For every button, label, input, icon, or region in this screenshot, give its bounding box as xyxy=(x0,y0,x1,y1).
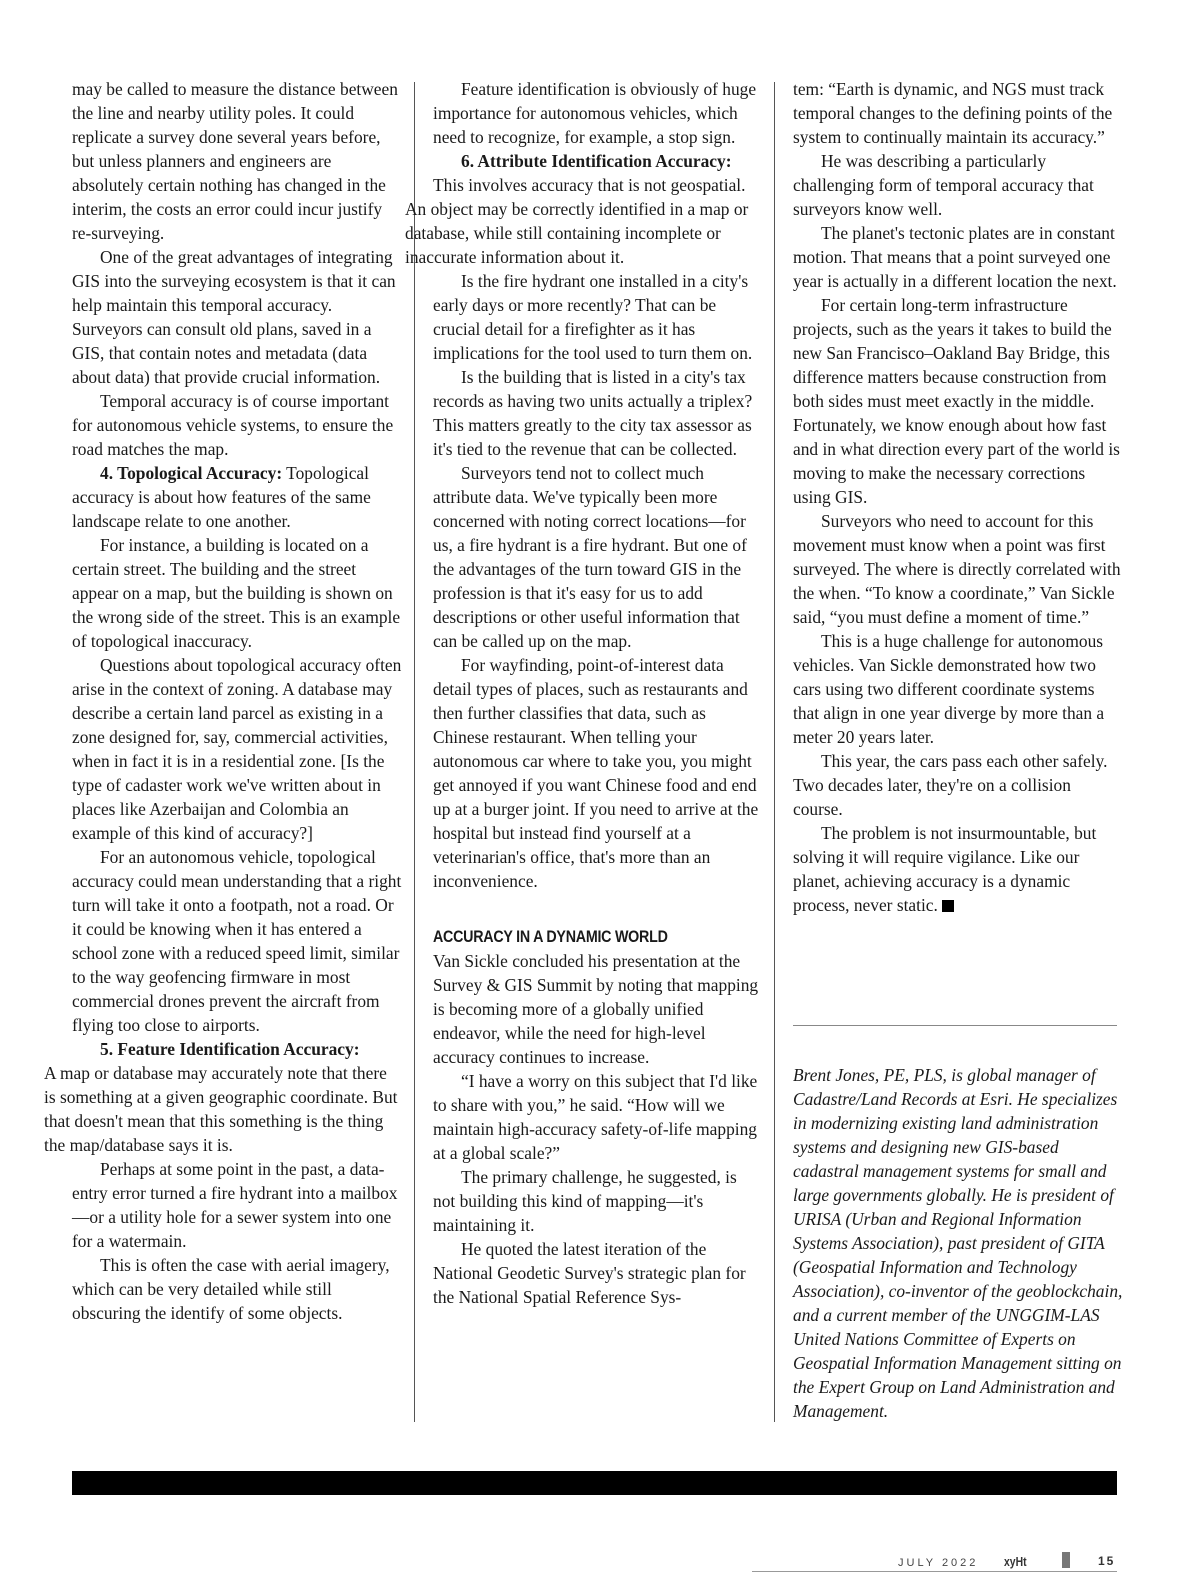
paragraph: This is a huge challenge for autonomous vehicles. Van Sickle demonstrated how two cars using two different coordinate systems that align in one year diverge by more than a meter 20 years later. xyxy=(793,631,1105,747)
issue-date: JULY 2022 xyxy=(898,1557,979,1569)
paragraph: The primary challenge, he suggested, is not building this kind of mapping—it's maintaining it. xyxy=(433,1167,737,1235)
paragraph: Van Sickle concluded his presentation at the Survey & GIS Summit by noting that mapping is becoming more of a globally unified endeavor, while the need for high-level accuracy continues to increase. xyxy=(433,951,759,1067)
paragraph: tem: “Earth is dynamic, and NGS must track temporal changes to the defining points of the system to continually maintain its accuracy.” xyxy=(793,79,1113,147)
paragraph: Feature identification is obviously of huge importance for autonomous vehicles, which need to recognize, for example, a stop sign. xyxy=(433,79,757,147)
paragraph: For instance, a building is located on a certain street. The building and the street appear on a map, but the building is shown on the wrong side of the street. This is an example of topological inaccuracy. xyxy=(72,535,401,651)
paragraph xyxy=(44,1037,402,1157)
paragraph xyxy=(793,821,1123,917)
paragraph: One of the great advantages of integrating GIS into the surveying ecosystem is that it can help maintain this temporal accuracy. Surveyors can consult old plans, saved in a GIS, that contain notes and metadata (data about data) that provide crucial information. xyxy=(72,247,396,387)
column-divider xyxy=(414,82,415,1422)
paragraph: This is often the case with aerial imagery, which can be very detailed while still obscuring the identify of some objects. xyxy=(72,1255,390,1323)
paragraph-text: Topological accuracy is about how features of the same landscape relate to one another. xyxy=(72,463,371,531)
paragraph-text: The problem is not insurmountable, but solving it will require vigilance. Like our planet, achieving accuracy is a dynamic process, never static. xyxy=(793,823,1097,915)
column-divider xyxy=(774,82,775,1422)
paragraph: He was describing a particularly challenging form of temporal accuracy that surveyors know well. xyxy=(793,151,1094,219)
paragraph xyxy=(72,461,402,533)
end-mark-icon xyxy=(942,900,954,912)
paragraph: Temporal accuracy is of course important for autonomous vehicle systems, to ensure the road matches the map. xyxy=(72,391,394,459)
footer-divider xyxy=(752,1571,1117,1572)
footer-block-icon xyxy=(1062,1552,1070,1568)
paragraph-text: A map or database may accurately note that there is something at a given geographic coordinate. But that doesn't mean that this something is the thing the map/database says it is. xyxy=(44,1063,398,1155)
paragraph: This year, the cars pass each other safely. Two decades later, they're on a collision course. xyxy=(793,751,1108,819)
paragraph-text: This involves accuracy that is not geospatial. An object may be correctly identified in a map or database, while still containing incomplete or inaccurate information about it. xyxy=(405,175,749,267)
paragraph: Is the fire hydrant one installed in a city's early days or more recently? That can be crucial detail for a firefighter as it has implications for the tool used to turn them on. xyxy=(433,271,753,363)
paragraph: Questions about topological accuracy often arise in the context of zoning. A database may describe a certain land parcel as existing in a zone designed for, say, commercial activities, when in fact it is in a residential zone. [Is the type of cadaster work we've written about in places like Azerbaijan and Colombia an example of this kind of accuracy?] xyxy=(72,655,402,843)
section-heading: ACCURACY IN A DYNAMIC WORLD xyxy=(433,927,668,946)
subheading-topological: 4. Topological Accuracy: xyxy=(100,463,283,483)
paragraph: He quoted the latest iteration of the National Geodetic Survey's strategic plan for the National Spatial Reference Sys- xyxy=(433,1239,746,1307)
paragraph: may be called to measure the distance between the line and nearby utility poles. It could replicate a survey done several years before, but unless planners and engineers are absolutely certain nothing has changed in the interim, the costs an error could incur justify re-surveying. xyxy=(72,79,398,243)
paragraph: Perhaps at some point in the past, a data-entry error turned a fire hydrant into a mailbox—or a utility hole for a sewer system into one for a watermain. xyxy=(72,1159,398,1251)
paragraph: For wayfinding, point-of-interest data detail types of places, such as restaurants and then further classifies that data, such as Chinese restaurant. When telling your autonomous car where to take you, you might get annoyed if you want Chinese food and end up at a burger joint. If you need to arrive at the hospital but instead find yourself at a veterinarian's office, that's more than an inconvenience. xyxy=(433,655,759,891)
paragraph: Surveyors who need to account for this movement must know when a point was first surveyed. The where is directly correlated with the when. “To know a coordinate,” Van Sickle said, “you must define a moment of time.” xyxy=(793,511,1121,627)
paragraph: Surveyors tend not to collect much attribute data. We've typically been more concerned with noting correct locations—for us, a fire hydrant is a fire hydrant. But one of the advantages of the turn toward GIS in the profession is that it's easy for us to add descriptions or other useful information that can be called up on the map. xyxy=(433,463,747,651)
article-column-3 xyxy=(793,77,1123,917)
article-column-1 xyxy=(44,77,402,1325)
paragraph: “I have a worry on this subject that I'd like to share with you,” he said. “How will we maintain high-accuracy safety-of-life mapping at a global scale?” xyxy=(433,1071,758,1163)
bio-divider xyxy=(793,1025,1117,1026)
article-column-2 xyxy=(405,77,763,1309)
paragraph: For an autonomous vehicle, topological accuracy could mean understanding that a right turn will take it onto a footpath, not a road. Or it could be knowing when it has entered a school zone with a reduced speed limit, similar to the way geofencing firmware in most commercial drones prevent the aircraft from flying too close to airports. xyxy=(72,847,402,1035)
paragraph xyxy=(405,149,763,269)
author-bio: Brent Jones, PE, PLS, is global manager of Cadastre/Land Records at Esri. He specializes in modernizing existing land administration systems and designing new GIS-based cadastral management systems for small and large governments globally. He is president of URISA (Urban and Regional Information Systems Association), past president of GITA (Geospatial Information and Technology Association), co-inventor of the geoblockchain, and a current member of the UNGGIM-LAS United Nations Committee of Experts on Geospatial Information Management sitting on the Expert Group on Land Administration and Management. xyxy=(793,1065,1123,1421)
paragraph: The planet's tectonic plates are in constant motion. That means that a point surveyed one year is actually in a different location the next. xyxy=(793,223,1117,291)
subheading-attribute-identification: 6. Attribute Identification Accuracy: xyxy=(461,151,732,171)
paragraph: For certain long-term infrastructure projects, such as the years it takes to build the new San Francisco–Oakland Bay Bridge, this difference matters because construction from both sides must meet exactly in the middle. Fortunately, we know enough about how fast and in what direction every part of the world is moving to make the necessary corrections using GIS. xyxy=(793,295,1120,507)
footer-bar xyxy=(72,1471,1117,1495)
page-number: 15 xyxy=(1098,1554,1116,1568)
magazine-brand: xyHt xyxy=(1004,1554,1027,1569)
paragraph: Is the building that is listed in a city's tax records as having two units actually a triplex? This matters greatly to the city tax assessor as it's tied to the revenue that can be collected. xyxy=(433,367,753,459)
subheading-feature-identification: 5. Feature Identification Accuracy: xyxy=(100,1039,360,1059)
